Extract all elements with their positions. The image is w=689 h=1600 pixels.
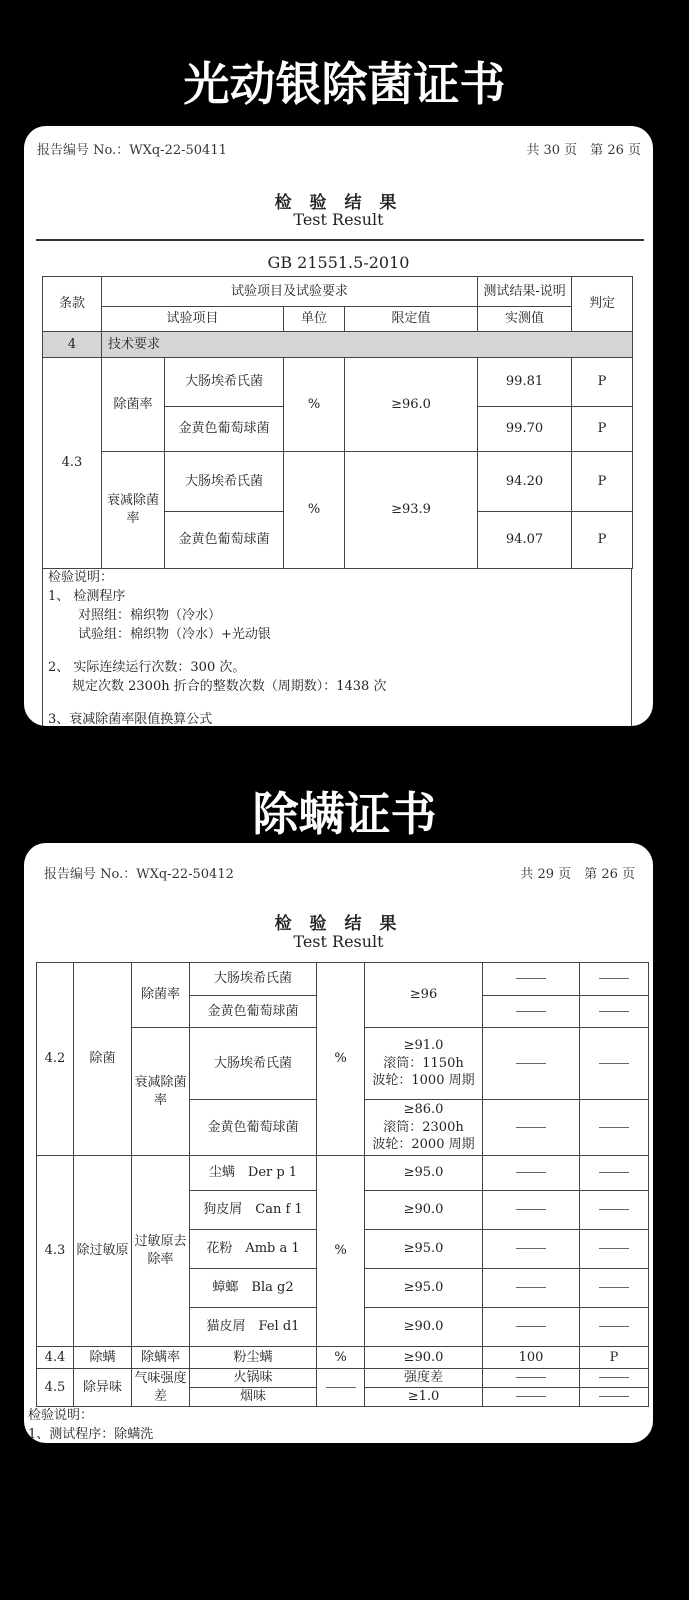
header-result-note: 测试结果-说明 xyxy=(478,277,572,307)
measured-value xyxy=(483,1028,580,1100)
dash-mark xyxy=(599,978,629,979)
limit-cell xyxy=(365,1028,483,1100)
limit-cell: ≥90.0 xyxy=(365,1347,483,1369)
unit-cell: % xyxy=(317,1347,365,1369)
dash-mark xyxy=(516,1011,546,1012)
table-row xyxy=(43,358,633,407)
unit-cell: % xyxy=(284,358,345,452)
table-row xyxy=(37,1156,649,1191)
verdict-cell xyxy=(580,963,649,996)
dash-mark xyxy=(599,1011,629,1012)
dash-mark xyxy=(516,1127,546,1128)
dash-mark xyxy=(599,1287,629,1288)
section-name: 技术要求 xyxy=(102,332,633,358)
header-verdict: 判定 xyxy=(572,277,633,332)
note-line: 对照组：棉织物（冷水） xyxy=(78,608,222,623)
certificate-title-1: 光动银除菌证书 xyxy=(183,57,506,111)
dash-mark xyxy=(516,978,546,979)
result-title-cn: 检 验 结 果 xyxy=(274,193,403,213)
note-line: 1、 检测程序 xyxy=(48,589,126,604)
verdict-cell xyxy=(580,1100,649,1156)
group-name: 除菌率 xyxy=(102,358,165,452)
certificate-card-2 xyxy=(24,843,653,1443)
clause-cell: 4.4 xyxy=(37,1347,74,1369)
group-name: 气味强度差 xyxy=(132,1369,190,1407)
header-measured: 实测值 xyxy=(478,307,572,332)
table-row xyxy=(37,963,649,996)
notes-heading: 检验说明： xyxy=(48,570,114,585)
item-name: 大肠埃希氏菌 xyxy=(190,963,317,996)
limit-cell: ≥1.0 xyxy=(365,1388,483,1407)
measured-value: 94.20 xyxy=(478,452,572,512)
notes-heading: 检验说明： xyxy=(28,1408,94,1423)
measured-value xyxy=(483,1156,580,1191)
item-name: 尘螨 Der p 1 xyxy=(190,1156,317,1191)
dash-mark xyxy=(599,1172,629,1173)
limit-line: 滚筒：2300h xyxy=(383,1119,464,1135)
dash-mark xyxy=(516,1326,546,1327)
measured-value xyxy=(483,1308,580,1347)
measured-value: 94.07 xyxy=(478,512,572,569)
dash-mark xyxy=(516,1287,546,1288)
item-name: 大肠埃希氏菌 xyxy=(165,452,284,512)
header-items-requirements: 试验项目及试验要求 xyxy=(102,277,478,307)
measured-value xyxy=(483,996,580,1028)
dash-mark xyxy=(516,1172,546,1173)
dash-mark xyxy=(326,1387,356,1388)
section-name: 除异味 xyxy=(74,1369,132,1407)
measured-value xyxy=(483,1269,580,1308)
dash-mark xyxy=(516,1063,546,1064)
verdict-cell: P xyxy=(572,358,633,407)
result-table xyxy=(42,276,633,569)
section-name: 除菌 xyxy=(74,963,132,1156)
table-row xyxy=(43,452,633,512)
verdict-cell: P xyxy=(572,407,633,452)
verdict-cell xyxy=(580,996,649,1028)
limit-cell: ≥96.0 xyxy=(345,358,478,452)
verdict-cell xyxy=(580,1269,649,1308)
header-clause: 条款 xyxy=(43,277,102,332)
measured-value xyxy=(483,1388,580,1407)
verdict-cell xyxy=(580,1388,649,1407)
dash-mark xyxy=(516,1377,546,1378)
standard-code: GB 21551.5-2010 xyxy=(267,253,410,272)
limit-cell: ≥95.0 xyxy=(365,1230,483,1269)
dash-mark xyxy=(516,1209,546,1210)
item-name: 烟味 xyxy=(190,1388,317,1407)
table-row xyxy=(37,1347,649,1369)
limit-line: 波轮：1000 周期 xyxy=(372,1073,475,1089)
item-name: 粉尘螨 xyxy=(190,1347,317,1369)
header-limit: 限定值 xyxy=(345,307,478,332)
note-line: 规定次数 2300h 折合的整数次数（周期数）：1438 次 xyxy=(72,679,387,694)
measured-value: 99.70 xyxy=(478,407,572,452)
item-name: 猫皮屑 Fel d1 xyxy=(190,1308,317,1347)
limit-cell: ≥90.0 xyxy=(365,1308,483,1347)
measured-value: 100 xyxy=(483,1347,580,1369)
inspection-notes xyxy=(28,1406,153,1443)
result-title-en: Test Result xyxy=(293,210,384,229)
item-name: 金黄色葡萄球菌 xyxy=(165,512,284,569)
group-name: 衰减除菌率 xyxy=(132,1028,190,1156)
note-line: 2、 实际连续运行次数：300 次。 xyxy=(48,660,246,675)
item-name: 火锅味 xyxy=(190,1369,317,1388)
limit-line: 波轮：2000 周期 xyxy=(372,1137,475,1153)
verdict-cell xyxy=(580,1369,649,1388)
item-name: 花粉 Amb a 1 xyxy=(190,1230,317,1269)
limit-cell: ≥93.9 xyxy=(345,452,478,569)
section-clause: 4 xyxy=(43,332,102,358)
section-name: 除过敏原 xyxy=(74,1156,132,1347)
dash-mark xyxy=(599,1396,629,1397)
limit-line: 滚筒：1150h xyxy=(383,1055,464,1071)
dash-mark xyxy=(599,1377,629,1378)
dash-mark xyxy=(516,1248,546,1249)
report-number: 报告编号 No.：WXq-22-50411 xyxy=(37,143,227,158)
table-row xyxy=(37,1369,649,1388)
measured-value xyxy=(483,1369,580,1388)
verdict-cell xyxy=(580,1308,649,1347)
clause-cell: 4.2 xyxy=(37,963,74,1156)
group-name: 衰减除菌率 xyxy=(102,452,165,569)
item-name: 金黄色葡萄球菌 xyxy=(190,996,317,1028)
group-name: 除菌率 xyxy=(132,963,190,1028)
report-number: 报告编号 No.：WXq-22-50412 xyxy=(44,867,234,882)
measured-value xyxy=(483,1100,580,1156)
item-name: 大肠埃希氏菌 xyxy=(190,1028,317,1100)
item-name: 金黄色葡萄球菌 xyxy=(165,407,284,452)
unit-cell xyxy=(317,1369,365,1407)
unit-cell: % xyxy=(284,452,345,569)
limit-cell: ≥95.0 xyxy=(365,1269,483,1308)
limit-cell: ≥95.0 xyxy=(365,1156,483,1191)
limit-cell xyxy=(365,1100,483,1156)
group-name: 过敏原去除率 xyxy=(132,1156,190,1347)
result-title-cn: 检 验 结 果 xyxy=(274,914,403,934)
section-name: 除螨 xyxy=(74,1347,132,1369)
inspection-notes xyxy=(48,568,386,726)
certificate-card-1 xyxy=(24,126,653,726)
verdict-cell: P xyxy=(572,452,633,512)
verdict-cell xyxy=(580,1230,649,1269)
limit-line: ≥91.0 xyxy=(403,1038,444,1054)
header-unit: 单位 xyxy=(284,307,345,332)
verdict-cell xyxy=(580,1191,649,1230)
dash-mark xyxy=(599,1248,629,1249)
verdict-cell: P xyxy=(580,1347,649,1369)
notes-border-left xyxy=(42,568,43,726)
note-line: 1、测试程序：除螨洗 xyxy=(28,1427,154,1442)
clause-cell: 4.5 xyxy=(37,1369,74,1407)
clause-cell: 4.3 xyxy=(43,358,102,569)
dash-mark xyxy=(599,1063,629,1064)
page-indicator: 共 29 页 第 26 页 xyxy=(520,867,635,882)
limit-line: ≥86.0 xyxy=(403,1102,444,1118)
note-line: 试验组：棉织物（冷水）+光动银 xyxy=(78,627,271,642)
clause-cell: 4.3 xyxy=(37,1156,74,1347)
verdict-cell: P xyxy=(572,512,633,569)
measured-value xyxy=(483,1191,580,1230)
dash-mark xyxy=(599,1127,629,1128)
limit-cell: ≥96 xyxy=(365,963,483,1028)
result-table xyxy=(36,962,649,1407)
item-name: 大肠埃希氏菌 xyxy=(165,358,284,407)
dash-mark xyxy=(599,1326,629,1327)
page-indicator: 共 30 页 第 26 页 xyxy=(526,143,641,158)
verdict-cell xyxy=(580,1028,649,1100)
title-divider xyxy=(36,239,644,241)
limit-cell: 强度差 xyxy=(365,1369,483,1388)
limit-cell: ≥90.0 xyxy=(365,1191,483,1230)
measured-value xyxy=(483,1230,580,1269)
item-name: 金黄色葡萄球菌 xyxy=(190,1100,317,1156)
unit-cell: % xyxy=(317,1156,365,1347)
header-item: 试验项目 xyxy=(102,307,284,332)
note-line: 3、衰减除菌率限值换算公式 xyxy=(48,712,213,726)
notes-border-right xyxy=(631,568,632,726)
measured-value: 99.81 xyxy=(478,358,572,407)
item-name: 蟑螂 Bla g2 xyxy=(190,1269,317,1308)
dash-mark xyxy=(516,1396,546,1397)
item-name: 狗皮屑 Can f 1 xyxy=(190,1191,317,1230)
measured-value xyxy=(483,963,580,996)
result-title-en: Test Result xyxy=(293,932,384,951)
unit-cell: % xyxy=(317,963,365,1156)
dash-mark xyxy=(599,1209,629,1210)
certificate-title-2: 除螨证书 xyxy=(252,787,437,841)
group-name: 除螨率 xyxy=(132,1347,190,1369)
verdict-cell xyxy=(580,1156,649,1191)
